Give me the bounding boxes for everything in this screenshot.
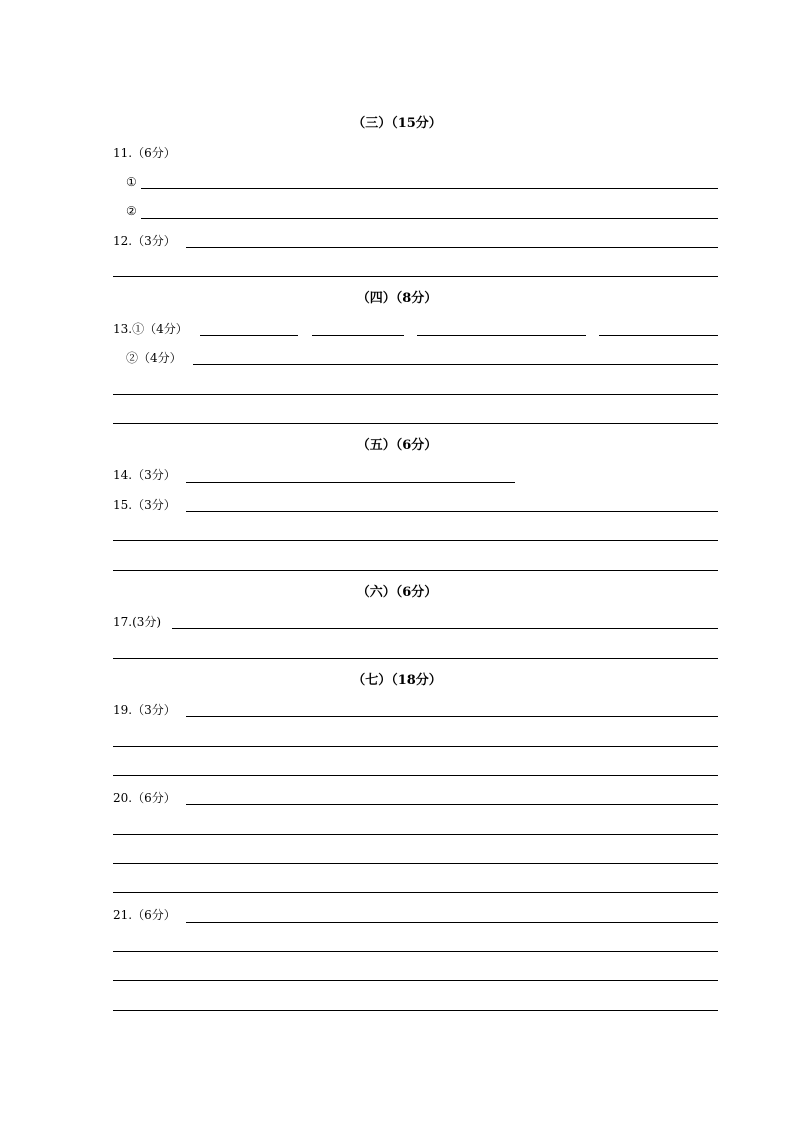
question-17-label: 17.(3分)	[113, 615, 162, 629]
question-12-label: 12.（3分）	[113, 234, 176, 248]
answer-line-21-1[interactable]	[186, 922, 718, 923]
answer-line-15-2[interactable]	[113, 540, 718, 541]
answer-line-14[interactable]	[186, 482, 515, 483]
question-13-sub1-label: 13.①（4分）	[113, 322, 188, 336]
answer-line-12-1[interactable]	[186, 247, 718, 248]
answer-line-17-2[interactable]	[113, 658, 718, 659]
answer-line-20-2[interactable]	[113, 834, 718, 835]
question-11-label: 11.（6分）	[113, 146, 176, 160]
answer-line-13-2-2[interactable]	[113, 394, 718, 395]
question-15-label: 15.（3分）	[113, 498, 176, 512]
answer-line-20-4[interactable]	[113, 892, 718, 893]
answer-line-19-1[interactable]	[186, 716, 718, 717]
answer-line-20-1[interactable]	[186, 804, 718, 805]
answer-line-21-2[interactable]	[113, 951, 718, 952]
answer-line-15-3[interactable]	[113, 570, 718, 571]
answer-blank-13-1c[interactable]	[417, 335, 586, 336]
section-header-3: （三）（15分）	[352, 116, 442, 131]
question-11-sub2-label: ②	[126, 204, 137, 218]
answer-blank-13-1b[interactable]	[312, 335, 404, 336]
answer-line-15-1[interactable]	[186, 511, 718, 512]
section-header-4: （四）（8分）	[356, 291, 438, 306]
question-21-label: 21.（6分）	[113, 908, 176, 922]
section-header-7: （七）（18分）	[352, 673, 442, 688]
answer-blank-13-1d[interactable]	[599, 335, 718, 336]
question-20-label: 20.（6分）	[113, 791, 176, 805]
answer-blank-13-1a[interactable]	[200, 335, 298, 336]
section-header-6: （六）（6分）	[356, 585, 438, 600]
answer-line-21-4[interactable]	[113, 1010, 718, 1011]
answer-line-19-2[interactable]	[113, 746, 718, 747]
answer-line-12-2[interactable]	[113, 276, 718, 277]
question-14-label: 14.（3分）	[113, 468, 176, 482]
answer-line-21-3[interactable]	[113, 980, 718, 981]
question-11-sub1-label: ①	[126, 175, 137, 189]
answer-line-17-1[interactable]	[172, 628, 718, 629]
section-header-5: （五）（6分）	[356, 438, 438, 453]
answer-line-11-1[interactable]	[141, 188, 718, 189]
answer-line-13-2-1[interactable]	[193, 364, 718, 365]
answer-line-20-3[interactable]	[113, 863, 718, 864]
answer-line-11-2[interactable]	[141, 218, 718, 219]
question-19-label: 19.（3分）	[113, 703, 176, 717]
answer-line-13-2-3[interactable]	[113, 423, 718, 424]
answer-line-19-3[interactable]	[113, 775, 718, 776]
question-13-sub2-label: ②（4分）	[126, 351, 182, 365]
